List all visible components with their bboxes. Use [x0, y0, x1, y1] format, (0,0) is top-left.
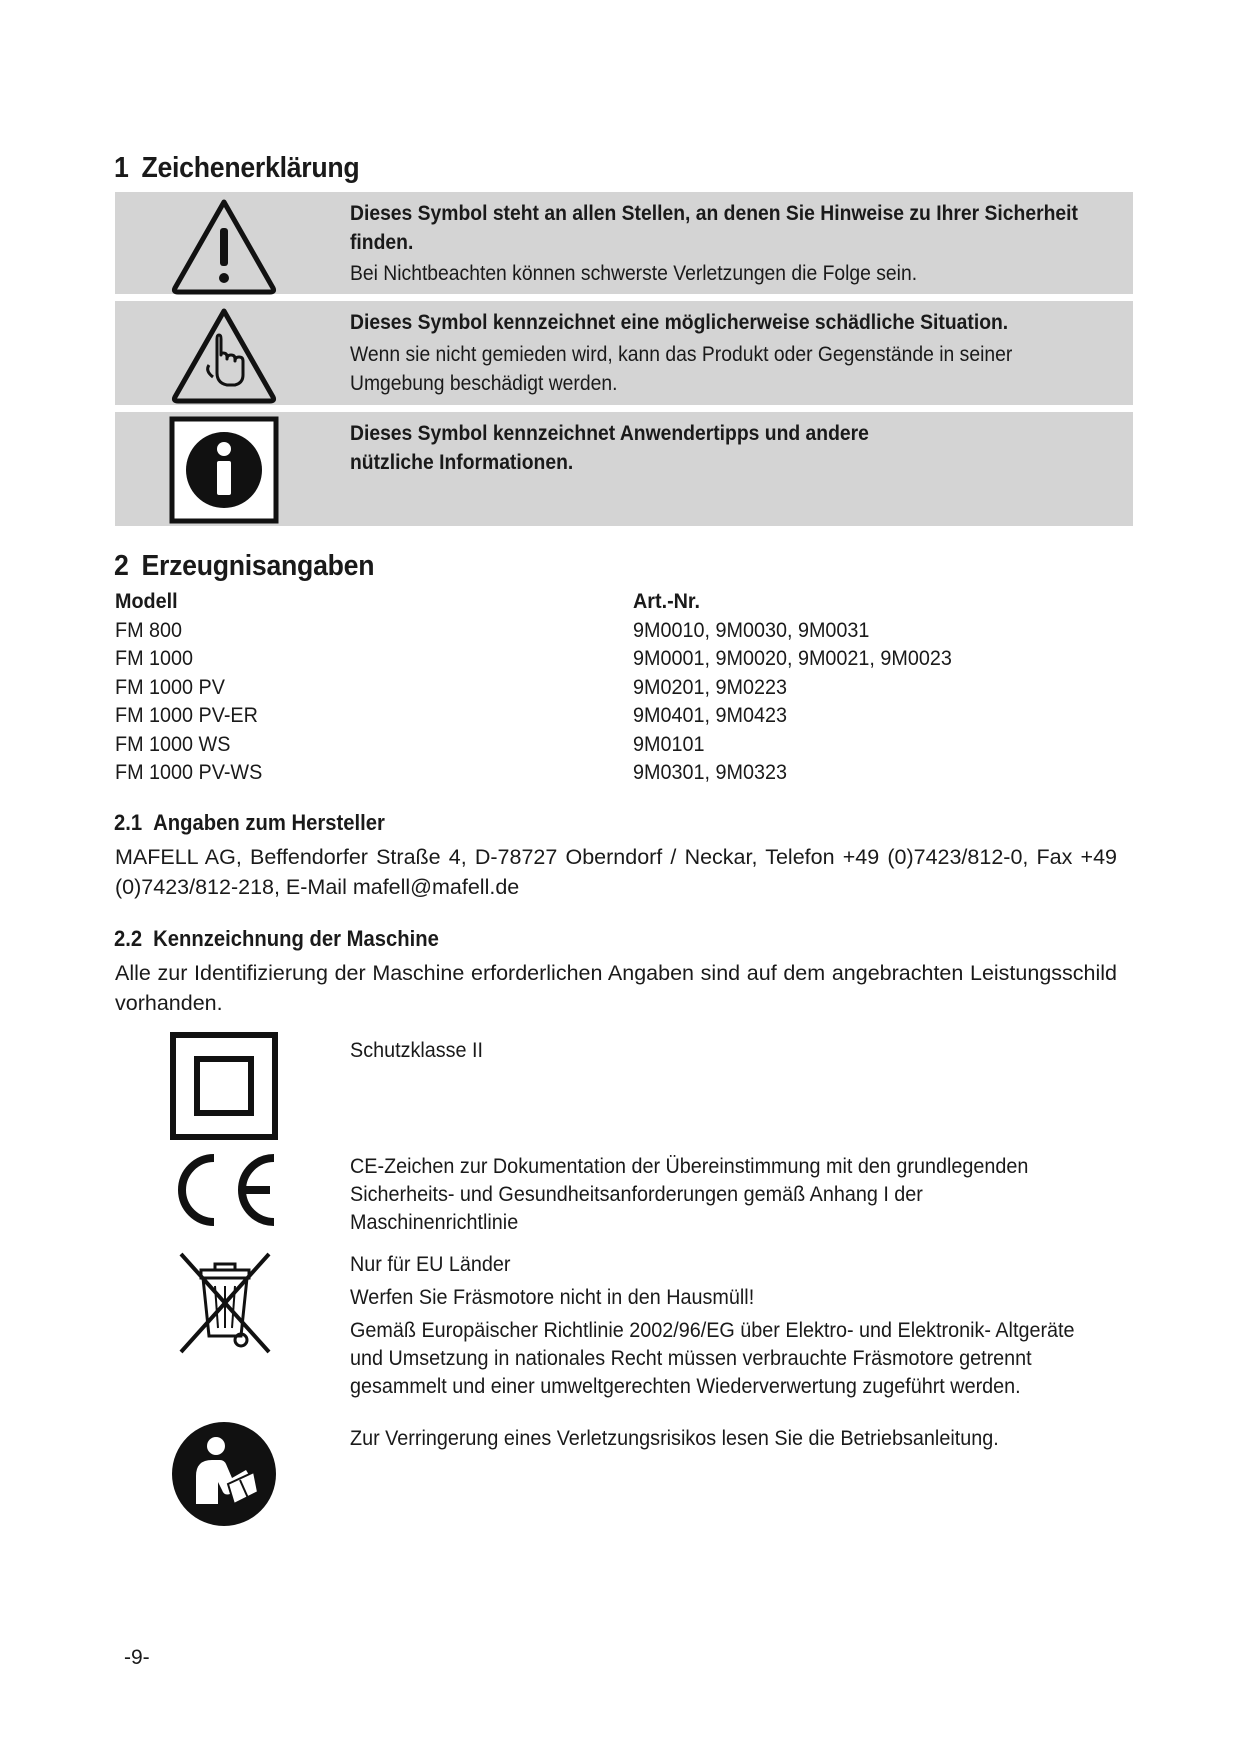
- article-cell: 9M0101: [633, 731, 705, 756]
- model-cell: FM 1000: [115, 646, 194, 670]
- manual-text: Zur Verringerung eines Verletzungsrisikos lesen Sie die Betriebsanleitung.: [350, 1426, 999, 1450]
- legend-bold-text: Dieses Symbol kennzeichnet eine möglicherweise schädliche Situation.: [350, 311, 1009, 334]
- caution-hand-icon: [169, 305, 279, 405]
- article-cell: 9M0001, 9M0020, 9M0021, 9M0023: [633, 646, 952, 670]
- section-2-2-heading: 2.2 Kennzeichnung der Maschine: [114, 926, 439, 951]
- article-cell: 9M0201, 9M0223: [633, 674, 787, 699]
- legend-text-info: [350, 419, 1119, 477]
- model-cell: FM 1000 WS: [115, 731, 231, 756]
- machine-identification-text: Alle zur Identifizierung der Maschine erforderlichen Angaben sind auf dem angebrachten Leistungsschild vorhanden.: [115, 961, 1117, 1015]
- article-cell: 9M0010, 9M0030, 9M0031: [633, 617, 870, 642]
- model-cell: FM 1000 PV-WS: [115, 760, 263, 784]
- legend-bold-text: Dieses Symbol steht an allen Stellen, an denen Sie Hinweise zu Ihrer Sicherheit finden.: [350, 202, 1078, 254]
- legend-normal-text: Wenn sie nicht gemieden wird, kann das Produkt oder Gegenstände in seiner Umgebung beschädigt werden.: [350, 343, 1013, 395]
- section-2-heading: 2 Erzeugnisangaben: [114, 550, 375, 582]
- protection-class-text: Schutzklasse II: [350, 1038, 484, 1062]
- legend-text-warning: [350, 199, 1119, 288]
- info-icon: [169, 416, 279, 516]
- article-number-column: [633, 587, 980, 787]
- model-cell: FM 1000 PV: [115, 674, 225, 699]
- article-cell: 9M0401, 9M0423: [633, 703, 787, 727]
- model-cell: FM 1000 PV-ER: [115, 703, 258, 727]
- legend-row-info: [115, 412, 1133, 526]
- read-manual-icon: [170, 1420, 278, 1533]
- manufacturer-info: MAFELL AG, Beffendorfer Straße 4, D-78727 Oberndorf / Neckar, Telefon +49 (0)7423/812-0, Fax +49 (0)7423/812-218, E-Mail mafell@mafell.de: [115, 845, 1117, 899]
- page-number: -9-: [124, 1646, 150, 1669]
- ce-mark-icon: [170, 1150, 280, 1235]
- ce-text: CE-Zeichen zur Dokumentation der Übereinstimmung mit den grundlegenden Sicherheits- und Gesundheitsanforderungen gemäß Anhang I der Maschinenrichtlinie: [350, 1154, 1029, 1234]
- section-1-heading: 1 Zeichenerklärung: [114, 152, 360, 184]
- warning-exclamation-icon: [169, 196, 279, 296]
- model-column: [115, 587, 275, 787]
- legend-text-caution: [350, 308, 1119, 398]
- legend-normal-text: Bei Nichtbeachten können schwerste Verletzungen die Folge sein.: [350, 262, 918, 285]
- legend-row-caution: [115, 301, 1133, 405]
- article-cell: 9M0301, 9M0323: [633, 760, 787, 784]
- model-cell: FM 800: [115, 617, 183, 642]
- article-column-header: Art.-Nr.: [633, 589, 701, 613]
- protection-class-ii-icon: [170, 1032, 278, 1145]
- crossed-bin-icon: [175, 1252, 275, 1361]
- section-2-1-heading: 2.1 Angaben zum Hersteller: [114, 810, 385, 835]
- model-column-header: Modell: [115, 589, 178, 613]
- legend-row-warning: [115, 192, 1133, 294]
- weee-text: Nur für EU Länder Werfen Sie Fräsmotore nicht in den Hausmüll! Gemäß Europäischer Richtlinie 2002/96/EG über Elektro- und Elektronik- Altgeräte und Umsetzung in nationales Recht müssen verbrauchte Fräsmotore getrennt gesammelt und einer umweltgerechten Wiederverwertung zugeführt werden.: [350, 1252, 1075, 1398]
- legend-bold-text: Dieses Symbol kennzeichnet Anwendertipps und andere nützliche Informationen.: [350, 422, 869, 474]
